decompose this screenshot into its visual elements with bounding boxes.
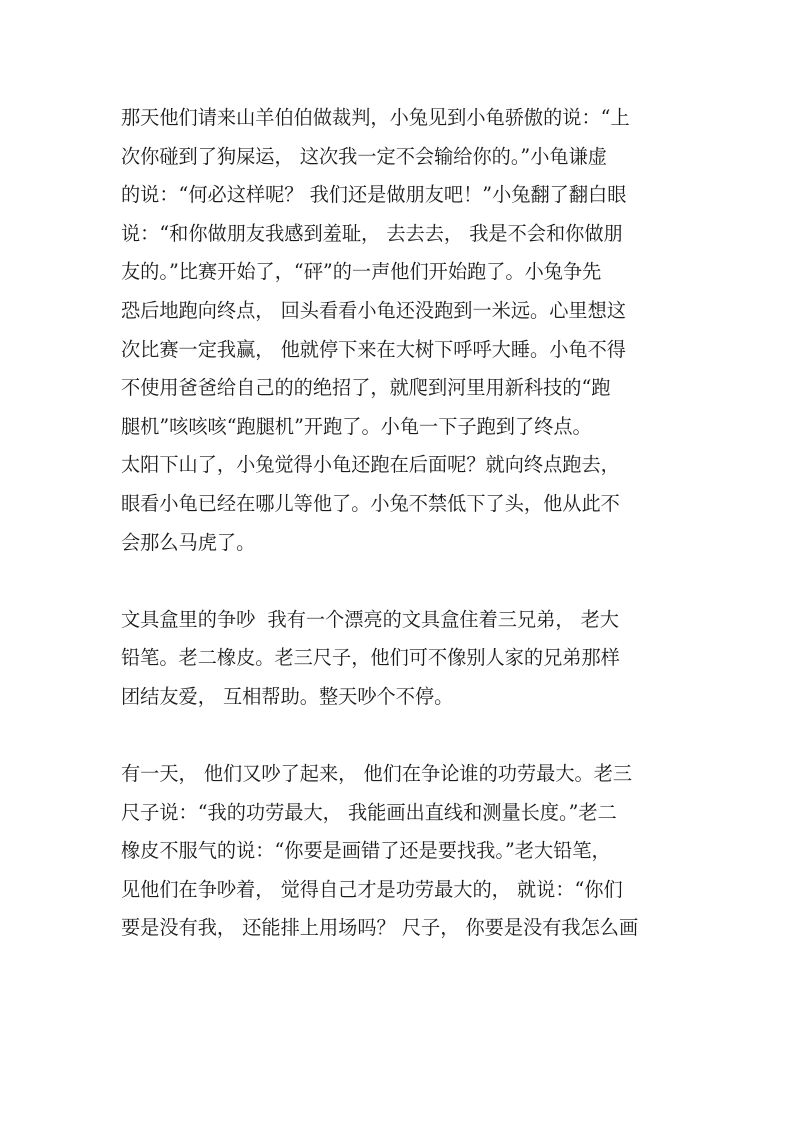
text-line: 友的。”比赛开始了，“砰”的一声他们开始跑了。小兔争先: [121, 260, 602, 284]
paragraph-pencil-box-intro: [121, 601, 681, 717]
text-line: 文具盒里的争吵 我有一个漂亮的文具盒住着三兄弟， 老大: [121, 607, 619, 631]
text-line: 那天他们请来山羊伯伯做裁判，小兔见到小龟骄傲的说：“上: [121, 106, 630, 129]
paragraph-gap: [121, 562, 681, 601]
text-line: 眼看小龟已经在哪儿等他了。小兔不禁低下了头，他从此不: [121, 491, 620, 515]
text-line: 有一天， 他们又吵了起来， 他们在争论谁的功劳最大。老三: [121, 762, 633, 786]
text-line: 腿机”咳咳咳“跑腿机”开跑了。小龟一下子跑到了终点。: [121, 414, 592, 438]
text-line: 见他们在争吵着， 觉得自己才是功劳最大的， 就说：“你们: [121, 877, 623, 901]
text-line: 团结友爱， 互相帮助。整天吵个不停。: [121, 684, 454, 708]
text-line: 不使用爸爸给自己的的绝招了，就爬到河里用新科技的“跑: [121, 376, 611, 400]
text-line: 太阳下山了，小兔觉得小龟还跑在后面呢？就向终点跑去，: [121, 453, 620, 477]
text-line: 橡皮不服气的说：“你要是画错了还是要找我。”老大铅笔，: [121, 839, 611, 863]
document-body: [121, 99, 681, 948]
paragraph-race-story: [121, 99, 681, 562]
text-line: 要是没有我， 还能排上用场吗？ 尺子， 你要是没有我怎么画: [121, 916, 639, 940]
text-line: 恐后地跑向终点， 回头看看小龟还没跑到一米远。心里想这: [121, 298, 626, 322]
text-line: 尺子说：“我的功劳最大， 我能画出直线和测量长度。”老二: [121, 800, 617, 824]
text-line: 铅笔。老二橡皮。老三尺子，他们可不像别人家的兄弟那样: [121, 646, 620, 670]
text-line: 次你碰到了狗屎运， 这次我一定不会输给你的。”小龟谦虚: [121, 144, 607, 168]
paragraph-pencil-box-argument: [121, 755, 681, 948]
text-line: 的说：“何必这样呢？ 我们还是做朋友吧！”小兔翻了翻白眼: [121, 183, 627, 207]
text-line: 次比赛一定我赢， 他就停下来在大树下呼呼大睡。小龟不得: [121, 337, 626, 361]
text-line: 会那么马虎了。: [121, 530, 256, 554]
text-line: 说：“和你做朋友我感到羞耻， 去去去， 我是不会和你做朋: [121, 221, 623, 245]
paragraph-gap: [121, 717, 681, 756]
